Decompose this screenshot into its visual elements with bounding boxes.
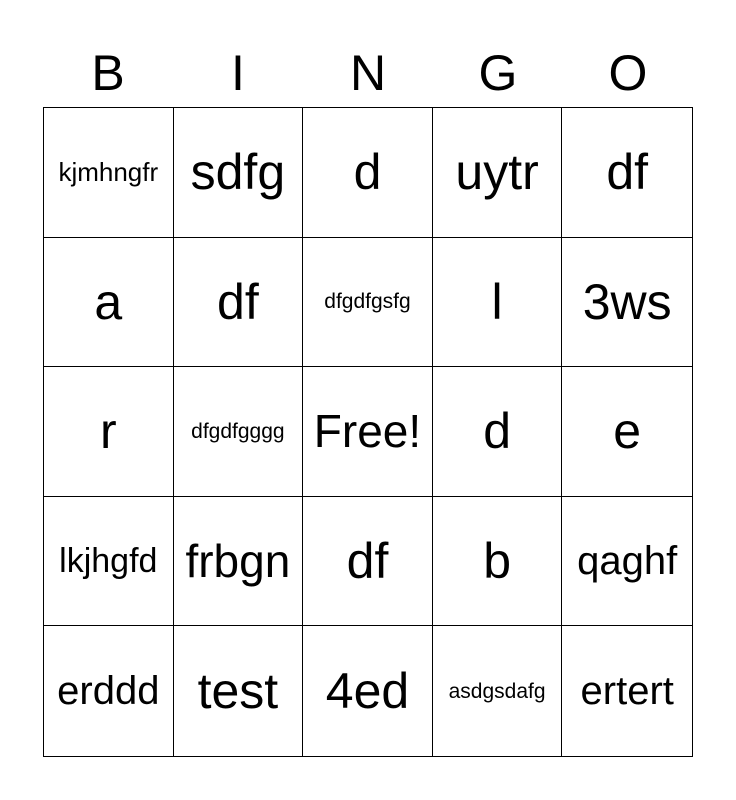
bingo-cell: l (433, 238, 563, 368)
header-letter-n: N (349, 45, 387, 101)
bingo-cell: 4ed (303, 626, 433, 756)
bingo-cell: sdfg (174, 108, 304, 238)
bingo-cell: ertert (580, 669, 674, 714)
bingo-cell: lkjhgfd (44, 497, 174, 627)
bingo-cell: erddd (44, 626, 174, 756)
bingo-cell: test (174, 626, 304, 756)
bingo-cell: dfgdfgggg (174, 367, 304, 497)
bingo-cell: r (44, 367, 174, 497)
bingo-cell: b (433, 497, 563, 627)
bingo-cell: asdgsdafg (433, 626, 563, 756)
bingo-board (43, 107, 693, 757)
bingo-cell: a (44, 238, 174, 368)
header-letter-o: O (608, 45, 648, 101)
bingo-cell: d (433, 367, 563, 497)
bingo-cell: dfgdfgsfg (303, 238, 433, 368)
bingo-cell: e (562, 367, 692, 497)
bingo-cell: df (303, 497, 433, 627)
bingo-cell: frbgn (174, 497, 304, 627)
bingo-cell: d (303, 108, 433, 238)
bingo-cell: uytr (433, 108, 563, 238)
free-space-cell: Free! (303, 367, 433, 497)
bingo-cell: df (174, 238, 304, 368)
bingo-cell: 3ws (562, 238, 692, 368)
bingo-header (43, 38, 693, 108)
header-letter-i: I (231, 45, 245, 101)
header-letter-g: G (478, 45, 518, 101)
bingo-cell: df (562, 108, 692, 238)
header-letter-b: B (91, 45, 125, 101)
bingo-cell: kjmhngfr (44, 108, 174, 238)
bingo-cell: qaghf (562, 497, 692, 627)
